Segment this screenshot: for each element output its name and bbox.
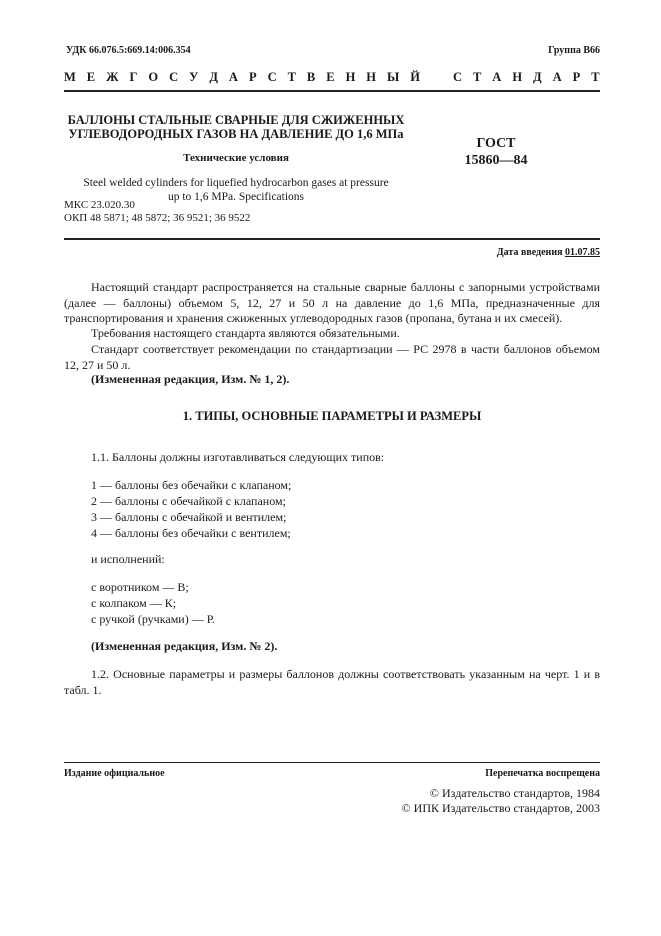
official-edition: Издание официальное xyxy=(64,768,165,779)
banner-letter: Т xyxy=(591,70,600,84)
list-item: 1 — баллоны без обечайки с клапаном; xyxy=(91,478,292,492)
standard-subtitle: Технические условия xyxy=(183,152,289,164)
english-title-line-1: Steel welded cylinders for liquefied hydrocarbon gases at pressure xyxy=(83,177,389,189)
udk-code: УДК 66.076.5:669.14:006.354 xyxy=(66,45,191,56)
amendment-note-2: (Измененная редакция, Изм. № 2). xyxy=(91,639,278,653)
banner-letter: Р xyxy=(248,70,257,84)
mandatory-paragraph: Требования настоящего стандарта являются обязательными. xyxy=(91,326,400,340)
banner-letter: А xyxy=(228,70,238,84)
section-heading: 1. ТИПЫ, ОСНОВНЫЕ ПАРАМЕТРЫ И РАЗМЕРЫ xyxy=(182,409,482,423)
group-code: Группа В66 xyxy=(548,45,600,56)
banner-letter: Е xyxy=(86,70,96,84)
banner-letter: Н xyxy=(512,70,523,84)
clause-1-1: 1.1. Баллоны должны изготавливаться следующих типов: xyxy=(91,450,385,464)
gost-label: ГОСТ xyxy=(476,136,516,151)
banner-letter: У xyxy=(189,70,199,84)
banner-letter: Г xyxy=(129,70,138,84)
classification-codes xyxy=(64,199,250,224)
versions-intro: и исполнений: xyxy=(91,552,165,566)
list-item: 2 — баллоны с обечайкой с клапаном; xyxy=(91,494,286,508)
list-item: с колпаком — К; xyxy=(91,596,177,610)
banner-letter: С xyxy=(452,70,462,84)
copyright-1984: © Издательство стандартов, 1984 xyxy=(429,786,600,800)
amendment-note: (Измененная редакция, Изм. № 1, 2). xyxy=(91,372,290,386)
reprint-notice: Перепечатка воспрещена xyxy=(485,768,600,779)
introduction-date-value: 01.07.85 xyxy=(565,247,600,258)
banner-letter: Д xyxy=(209,70,218,84)
compliance-paragraph: Стандарт соответствует рекомендации по стандартизации — РС 2978 в части баллонов объемом 12, 27 и 50 л. xyxy=(64,342,600,372)
list-item: 4 — баллоны без обечайки с вентилем; xyxy=(91,526,291,540)
banner-letter: Н xyxy=(345,70,356,84)
gost-designation xyxy=(458,135,534,169)
mks-code: МКС 23.020.30 xyxy=(64,199,135,211)
banner-letter: А xyxy=(492,70,502,84)
copyright-2003: © ИПК Издательство стандартов, 2003 xyxy=(401,801,600,815)
banner-letter: В xyxy=(306,70,316,84)
list-item: с ручкой (ручками) — Р. xyxy=(91,612,215,626)
standard-title-line-1: БАЛЛОНЫ СТАЛЬНЫЕ СВАРНЫЕ ДЛЯ СЖИЖЕННЫХ xyxy=(67,113,405,127)
banner-letter: Т xyxy=(472,70,482,84)
english-title-line-2: up to 1,6 MPa. Specifications xyxy=(167,191,305,203)
list-item: с воротником — В; xyxy=(91,580,189,594)
banner-letter: С xyxy=(267,70,277,84)
interstate-standard-banner xyxy=(64,70,600,85)
introduction-date-label: Дата введения xyxy=(496,247,563,258)
header-rule xyxy=(64,90,600,92)
standard-title xyxy=(64,113,408,141)
footer-rule xyxy=(64,762,600,763)
introduction-date xyxy=(497,247,600,258)
standard-title-line-2: УГЛЕВОДОРОДНЫХ ГАЗОВ НА ДАВЛЕНИЕ ДО 1,6 МПа xyxy=(68,127,404,141)
banner-letter: Д xyxy=(533,70,542,84)
clause-1-2: 1.2. Основные параметры и размеры баллонов должны соответствовать указанным на черт. 1 и в табл. 1. xyxy=(64,667,600,697)
banner-letter: Н xyxy=(366,70,377,84)
scope-paragraph: Настоящий стандарт распространяется на стальные сварные баллоны с запорными устройствами (далее — баллоны) объемом 5, 12, 27 и 50 л на давление до 1,6 МПа, предназначенные для транспортирования и хранения сжиженных углеводородных газов (пропана, бутана и их смесей). xyxy=(64,280,600,325)
banner-letter: М xyxy=(64,70,76,84)
banner-letter: Е xyxy=(326,70,335,84)
okp-code: ОКП 48 5871; 48 5872; 36 9521; 36 9522 xyxy=(64,211,251,224)
banner-letter: О xyxy=(148,70,159,84)
title-rule xyxy=(64,238,600,240)
gost-number: 15860—84 xyxy=(464,153,528,168)
banner-letter: Ж xyxy=(106,70,119,84)
banner-letter: Т xyxy=(287,70,296,84)
list-item: 3 — баллоны с обечайкой и вентилем; xyxy=(91,510,287,524)
banner-letter: Ы xyxy=(387,70,400,84)
banner-letter: С xyxy=(169,70,179,84)
banner-letter: Й xyxy=(410,70,420,84)
banner-letter: Р xyxy=(572,70,581,84)
banner-letter: А xyxy=(552,70,562,84)
